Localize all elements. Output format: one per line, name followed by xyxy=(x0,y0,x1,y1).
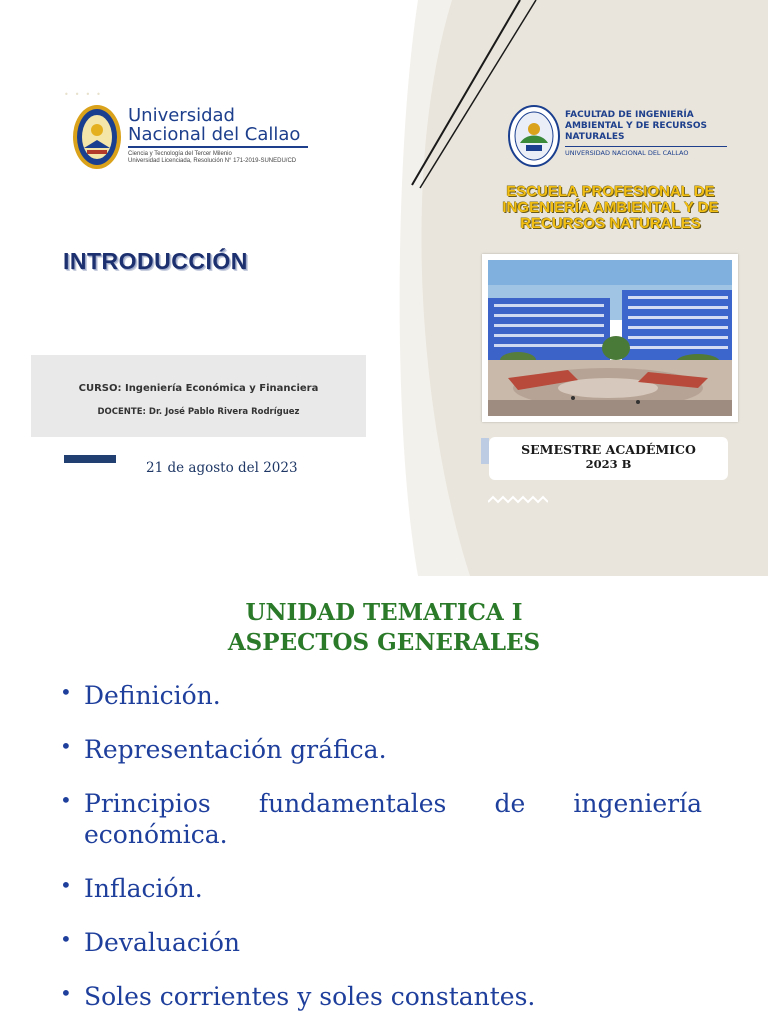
campus-photo-frame xyxy=(482,254,738,422)
unac-divider xyxy=(128,146,308,148)
course-label: CURSO: Ingeniería Económica y Financiera xyxy=(78,383,319,394)
faculty-name-line2: AMBIENTAL Y DE RECURSOS xyxy=(565,121,708,131)
school-title-line1: ESCUELA PROFESIONAL DE xyxy=(506,183,715,200)
topic-item: • Definición. xyxy=(60,680,710,711)
unac-name-block xyxy=(128,106,308,165)
unac-name-line2: Nacional del Callao xyxy=(128,124,301,145)
unac-name-line1: Universidad xyxy=(128,105,235,126)
course-info-box xyxy=(31,355,366,437)
topic-list xyxy=(60,680,710,1035)
unit-title-line1: UNIDAD TEMATICA I xyxy=(245,599,523,626)
school-title-line3: RECURSOS NATURALES xyxy=(520,215,701,232)
unac-crest-icon xyxy=(72,104,122,170)
campus-photo xyxy=(488,260,732,416)
topic-word: fundamentales xyxy=(258,789,447,818)
topic-item: • Inflación. xyxy=(60,873,710,904)
topic-word: • Principios xyxy=(84,789,211,818)
faculty-name-line1: FACULTAD DE INGENIERÍA xyxy=(565,110,694,120)
topic-word: de xyxy=(494,789,526,818)
topic-item-multiline xyxy=(60,788,710,850)
faculty-university: UNIVERSIDAD NACIONAL DEL CALLAO xyxy=(565,149,689,157)
semester-label: SEMESTRE ACADÉMICO xyxy=(521,442,696,457)
topic-item: • Devaluación xyxy=(60,927,710,958)
school-title-line2: INGENIERÍA AMBIENTAL Y DE xyxy=(502,199,719,216)
decorative-dots: •••• xyxy=(64,90,107,99)
slide-date: 21 de agosto del 2023 xyxy=(146,460,298,476)
faculty-divider xyxy=(565,146,727,147)
slide-title: INTRODUCCIÓN xyxy=(63,248,248,274)
faculty-name-block xyxy=(565,110,727,157)
unit-title-line2: ASPECTOS GENERALES xyxy=(227,629,541,656)
topic-item: • Representación gráfica. xyxy=(60,734,710,765)
unac-resolution: Universidad Licenciada, Resolución N° 171-2019-SUNEDU/CD xyxy=(128,158,297,164)
semester-accent-bar xyxy=(481,438,489,464)
school-title xyxy=(463,184,758,232)
topic-item: • Soles corrientes y soles constantes. xyxy=(60,981,710,1012)
zigzag-decoration-icon xyxy=(488,494,548,504)
teacher-label: DOCENTE: Dr. José Pablo Rivera Rodríguez xyxy=(97,407,300,417)
unit-title xyxy=(0,598,768,658)
faculty-seal-icon xyxy=(508,105,560,167)
unac-tagline: Ciencia y Tecnología del Tercer Milenio xyxy=(128,151,232,157)
topic-item-line1 xyxy=(84,788,702,819)
topics-slide xyxy=(0,576,768,1024)
date-accent-bar xyxy=(64,455,116,463)
topic-item-line2: económica. xyxy=(84,820,228,849)
semester-box xyxy=(489,437,728,480)
semester-value: 2023 B xyxy=(585,457,632,471)
faculty-name-line3: NATURALES xyxy=(565,132,625,142)
topic-word: ingeniería xyxy=(573,789,702,818)
